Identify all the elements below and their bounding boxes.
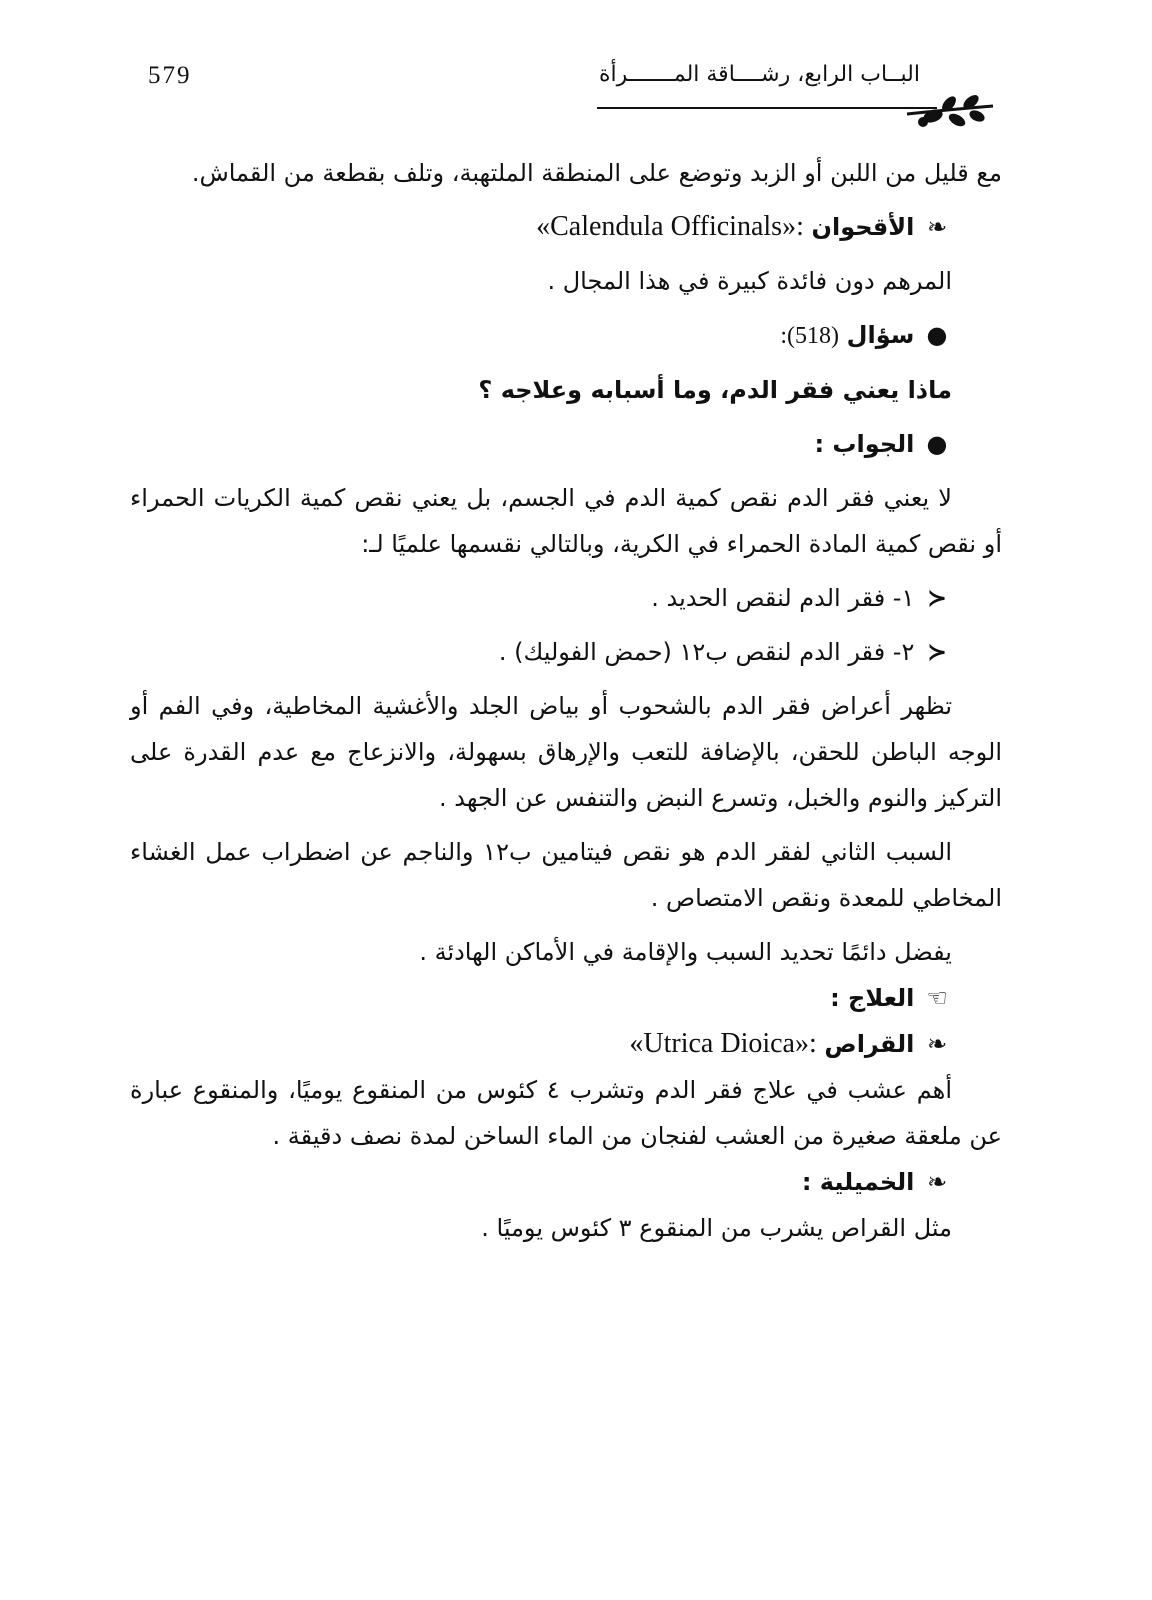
list-item-text: ٢- فقر الدم لنقص ب١٢ (حمض الفوليك) . [498,638,915,666]
list-item [130,629,1002,675]
list-item-text: ١- فقر الدم لنقص الحديد . [651,584,915,612]
paragraph: مثل القراص يشرب من المنقوع ٣ كئوس يوميًا . [481,1214,952,1242]
running-header: البــاب الرابع، رشــــاقة المـــــــرأة [598,62,920,87]
leaf-bullet-icon: ❧ [926,1030,948,1058]
arrowhead-icon: ≺ [926,584,948,612]
sub-heading-label: الأقحوان [811,213,915,241]
treatment-heading [130,975,1002,1021]
paragraph: مع قليل من اللبن أو الزبد وتوضع على المنطقة الملتهبة، وتلف بقطعة من القماش. [191,159,1002,187]
leaf-branch-icon [905,92,995,132]
list-item [130,575,1002,621]
sub-heading-calendula [130,204,1002,250]
hand-pointer-icon: ☜ [926,984,948,1012]
sub-heading-yarrow [130,1159,1002,1205]
apple-icon: ● [926,321,948,349]
answer-heading [130,421,1002,467]
latin-name: «Calendula Officinals»: [536,211,804,242]
arrowhead-icon: ≺ [926,638,948,666]
apple-icon: ● [926,430,948,458]
paragraph: يفضل دائمًا تحديد السبب والإقامة في الأماكن الهادئة . [419,938,952,966]
paragraph: أهم عشب في علاج فقر الدم وتشرب ٤ كئوس من المنقوع يوميًا، والمنقوع عبارة عن ملعقة صغيرة من العشب لفنجان من الماء الساخن لمدة نصف دقيقة . [130,1076,1002,1150]
question-label: سؤال [846,321,915,349]
question-heading [130,312,1002,359]
header-rule [597,107,937,109]
sub-heading-label: الخميلية : [801,1168,915,1196]
paragraph: لا يعني فقر الدم نقص كمية الدم في الجسم، بل يعني نقص كمية الكريات الحمراء أو نقص كمية المادة الحمراء في الكرية، وبالتالي نقسمها علميًا لـ: [130,484,1002,558]
paragraph: المرهم دون فائدة كبيرة في هذا المجال . [547,267,952,295]
paragraph: تظهر أعراض فقر الدم بالشحوب أو بياض الجلد والأغشية المخاطية، وفي الفم أو الوجه الباطن للحقن، بالإضافة للتعب والإرهاق بسهولة، والانزعاج مع عدم القدرة على التركيز والنوم والخبل، وتسرع النبض والتنفس عن الجهد . [130,692,1002,812]
latin-name: «Utrica Dioica»: [629,1028,817,1059]
treatment-label: العلاج : [830,984,915,1012]
sub-heading-nettle [130,1021,1002,1067]
leaf-bullet-icon: ❧ [926,213,948,241]
paragraph: السبب الثاني لفقر الدم هو نقص فيتامين ب١٢ والناجم عن اضطراب عمل الغشاء المخاطي للمعدة ونقص الامتصاص . [130,838,1002,912]
page-number: 579 [148,62,192,89]
sub-heading-label: القراص [824,1030,915,1058]
answer-label: الجواب : [814,430,915,458]
question-number: (518): [780,323,840,349]
leaf-bullet-icon: ❧ [926,1168,948,1196]
page-body [130,150,1002,1251]
question-text: ماذا يعني فقر الدم، وما أسبابه وعلاجه ؟ [478,376,952,404]
